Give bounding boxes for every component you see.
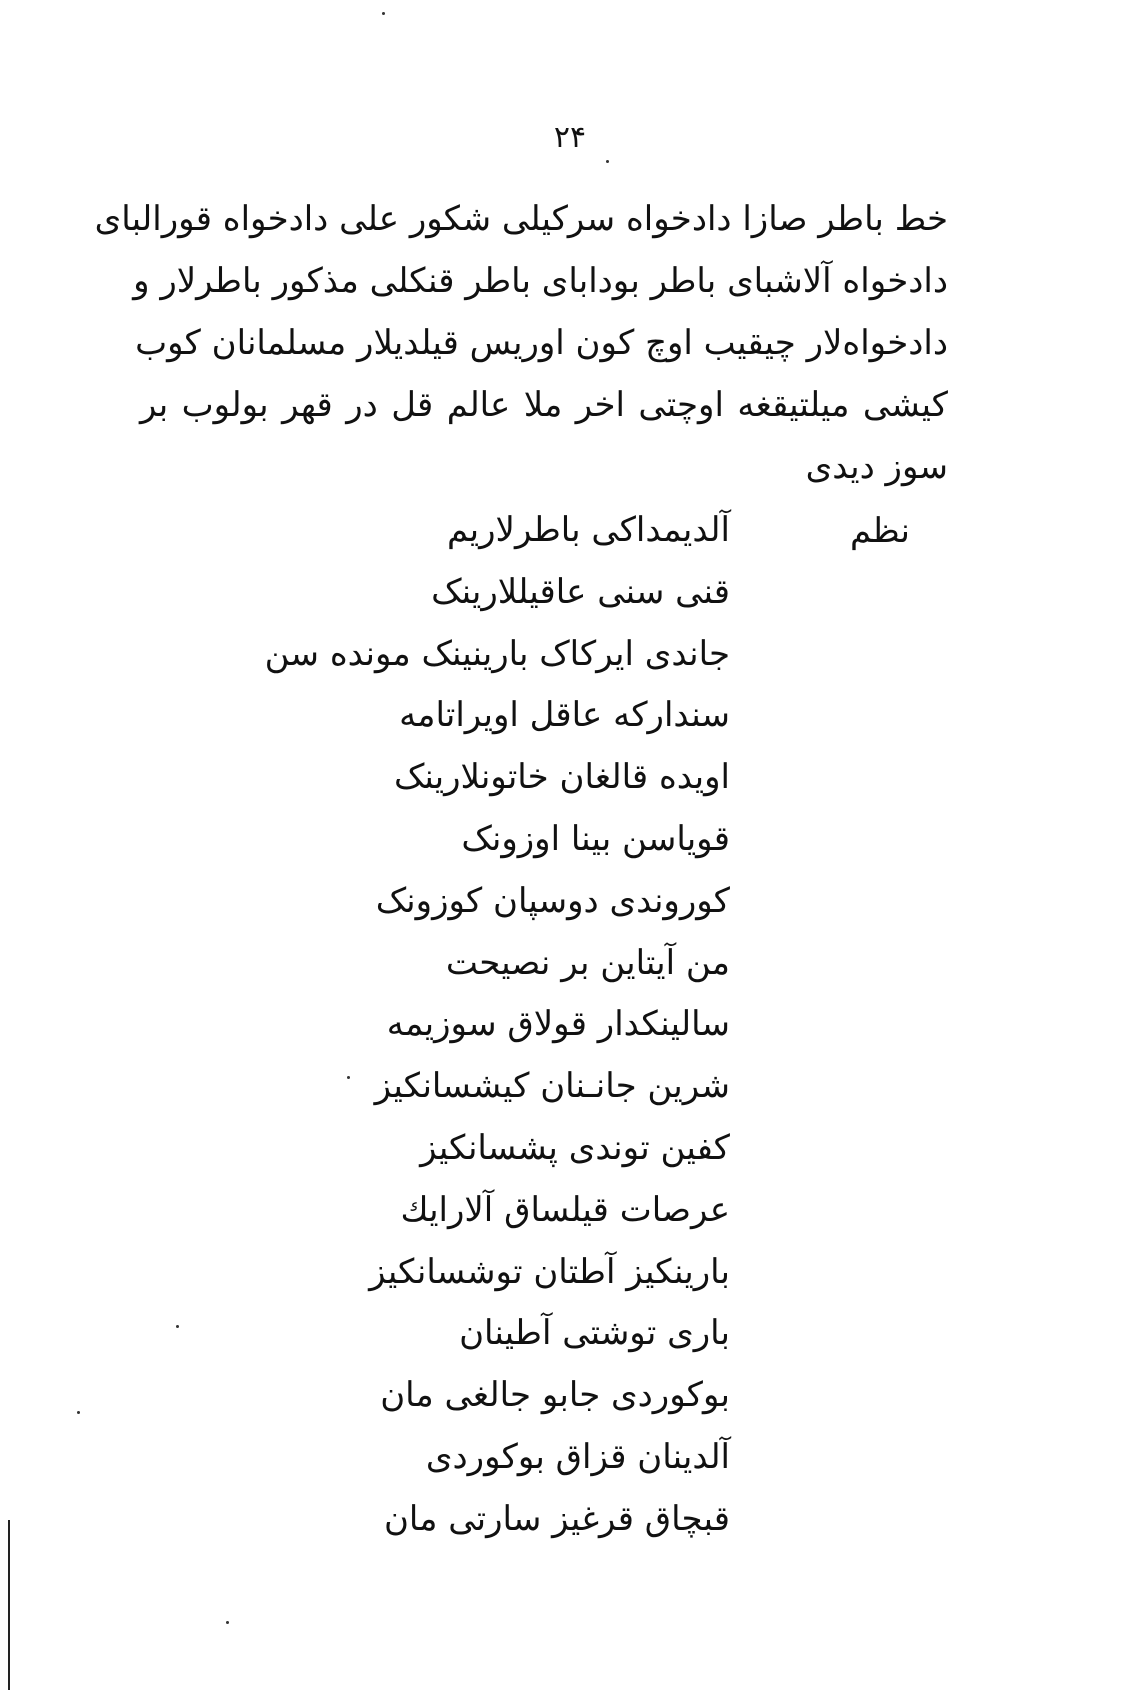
poem-line: اویده قالغان خاتونلارینک [393, 757, 730, 798]
scan-speck [226, 1621, 229, 1624]
scan-speck [347, 1076, 350, 1079]
page-number: ۲۴ [553, 120, 587, 155]
scan-edge-line [8, 1520, 10, 1690]
poem-line: باری توشتی آطینان [459, 1313, 730, 1354]
poem-line: کفین توندی پشسانکیز [420, 1127, 730, 1168]
prose-line: سوز دیدی [805, 447, 948, 487]
scan-speck [606, 160, 609, 163]
poem-line: سالینکدار قولاق سوزیمه [386, 1004, 730, 1045]
poem-line: آلدیمداکی باطرلاریم [447, 510, 730, 550]
poem-line: سنداركه عاقل اویراتامه [399, 695, 730, 736]
prose-line: کیشی میلتیقغه اوچتی اخر ملا عالم قل در قهر بولوب بر [140, 385, 948, 425]
poem-heading: نظم [850, 511, 910, 551]
poem-line: بوکوردی جابو جالغی مان [380, 1375, 730, 1416]
scan-speck [77, 1411, 80, 1414]
scan-speck [382, 12, 385, 15]
prose-line: دادخواه‌لار چیقیب اوچ کون اوریس قیلدیلار مسلمانان کوب [135, 323, 948, 363]
poem-verses [210, 500, 730, 1551]
poem-line: آلدینان قزاق بوکوردی [425, 1436, 730, 1477]
prose-paragraph [94, 188, 948, 498]
prose-line: دادخواه آلاشبای باطر بودابای باطر قنکلی مذکور باطرلار و [133, 261, 948, 301]
poem-line: کوروندی دوسپان کوزونک [375, 880, 730, 921]
poem-line: عرصات قیلساق آلارایك [400, 1189, 730, 1230]
poem-line: قنی سنی عاقیللارینک [431, 571, 730, 612]
poem-line: قبچاق قرغیز سارتی مان [383, 1498, 730, 1539]
prose-line: خط باطر صازا دادخواه سرکیلی شکور علی دادخواه قورالبای [94, 199, 948, 239]
scan-speck [176, 1325, 179, 1328]
poem-line: قویاسن بینا اوزونک [461, 818, 730, 859]
poem-line: جاندی ایرکاک بارینینک مونده سن [264, 633, 730, 674]
poem-line: شرین جانـنان کیشسانکیز [374, 1066, 730, 1107]
poem-line: من آیتاین بر نصیحت [445, 942, 730, 983]
poem-line: بارینکیز آطتان توشسانکیز [369, 1251, 730, 1292]
